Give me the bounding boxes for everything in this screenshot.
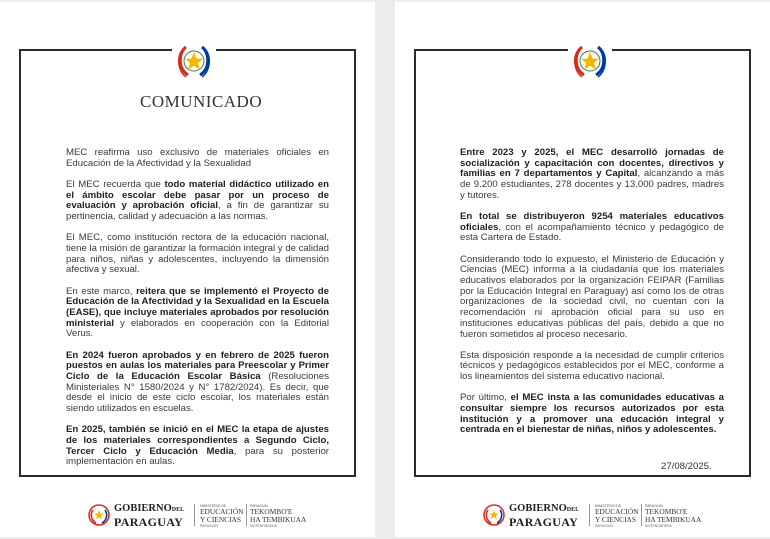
text-run: El MEC recuerda que [66, 178, 165, 190]
paragraph [460, 212, 724, 244]
footer-divider [589, 504, 590, 526]
communique-page-left [0, 2, 375, 537]
text-run: , alcanzando a más de 9.200 estudiantes, 278 docentes y 13.000 padres, madres y tutores. [460, 168, 724, 201]
government-footer [483, 502, 713, 528]
government-seal-icon [483, 504, 505, 526]
paragraph [460, 393, 724, 436]
text-run: Por último, [460, 392, 511, 404]
seal-icon [172, 39, 216, 83]
paragraph [66, 148, 329, 169]
page-title: COMUNICADO [140, 92, 263, 111]
communique-body-right [460, 148, 724, 447]
tekomboe-logo: PARAGUÁI TEKOMBO'E HA TEMBIKUAA MOTENONDEHA [645, 504, 702, 528]
bold-text-run: todo material didáctico utilizado en el ámbito escolar debe pasar por un proceso de evaluación y aprobación oficial [66, 178, 329, 212]
bold-text-run: En 2025, también se inició en el MEC la etapa de ajustes de los materiales correspondientes a Segundo Ciclo, Tercer Ciclo y Educación Media [66, 424, 329, 457]
text-run: y elaborados en cooperación con la Editorial Verus. [66, 317, 329, 340]
text-run: , a fin de garantizar su pertinencia, calidad y adecuación a las normas. [66, 200, 329, 223]
paraguay-seal-emblem [568, 39, 612, 83]
ministry-logo: MINISTERIO DE EDUCACIÓN Y CIENCIAS PARAGUAY [200, 504, 244, 528]
seal-icon [568, 39, 612, 83]
text-run: En este marco, [66, 285, 137, 297]
document-date: 27/08/2025. [661, 461, 712, 472]
footer-divider [641, 504, 642, 526]
paraguay-seal-emblem [172, 39, 216, 83]
footer-divider [246, 504, 247, 526]
text-run: Considerando todo lo expuesto, el Ministerio de Educación y Ciencias (MEC) informa a la ciudadanía que los materiales educativos elaborados por la organización FEIPAR (Familias por la Educación Integral en Paraguay) así como los de otras organizaciones de la sociedad civil, no cuentan con la recomendación ni aprobación oficial para su uso en instituciones educativas públicas del país, debido a que no fueron sometidos al proceso necesario. [460, 253, 724, 340]
text-run: Esta disposición responde a la necesidad de cumplir criterios técnicos y pedagógicos establecidos por el MEC, conforme a los lineamientos del sistema educativo nacional. [460, 349, 724, 383]
ministry-logo: MINISTERIO DE EDUCACIÓN Y CIENCIAS PARAGUAY [595, 504, 639, 528]
communique-page-right [395, 2, 770, 537]
communique-body-left [66, 148, 329, 479]
paragraph [66, 425, 329, 468]
text-run: El MEC, como institución rectora de la educación nacional, tiene la misión de garantizar la formación integral y de calidad para niños, niñas y adolescentes, incluyendo la dimensión afectiva y sexual. [66, 232, 329, 276]
bold-text-run: Entre 2023 y 2025, el MEC desarrolló jornadas de socialización y capacitación con docentes, directivos y familias en 7 departamentos y Capital [460, 147, 724, 180]
paragraph [66, 233, 329, 276]
bold-text-run: En total se distribuyeron 9254 materiales educativos oficiales [460, 211, 724, 233]
paragraph [66, 180, 329, 223]
government-footer [88, 502, 318, 528]
bold-text-run: el MEC insta a las comunidades educativas a consultar siempre los recursos autorizados por esta institución y a promover una educación integral y centrada en el bienestar de niñas, niños y adolescentes. [460, 392, 724, 436]
text-run: MEC reafirma uso exclusivo de materiales oficiales en Educación de la Afectividad y la Sexualidad [66, 147, 329, 169]
tekomboe-logo: PARAGUÁI TEKOMBO'E HA TEMBIKUAA MOTENONDEHA [250, 504, 307, 528]
text-run: , con el acompañamiento técnico y pedagógico de esta Cartera de Estado. [460, 221, 724, 244]
government-seal-icon [88, 504, 110, 526]
bold-text-run: En 2024 fueron aprobados y en febrero de 2025 fueron puestos en aulas los materiales para Preescolar y Primer Ciclo de la Educación Escolar Básica [66, 349, 329, 382]
text-run: (Resoluciones Ministeriales N° 1580/2024 y N° 1782/2024). Es decir, que desde el inicio de este ciclo escolar, los materiales están siendo utilizados en escuelas. [66, 370, 329, 415]
paragraph [460, 351, 724, 383]
gobierno-paraguay-logo: GOBIERNODEL PARAGUAY [509, 503, 580, 529]
footer-divider [194, 504, 195, 526]
paragraph [460, 255, 724, 341]
paragraph [460, 148, 724, 202]
paragraph [66, 351, 329, 415]
paragraph [66, 287, 329, 341]
text-run: , para su posterior implementación en aulas. [66, 445, 329, 468]
gobierno-paraguay-logo: GOBIERNODEL PARAGUAY [114, 503, 185, 529]
bold-text-run: reitera que se implementó el Proyecto de Educación de la Afectividad y la Sexualidad en la Escuela (EASE), que incluye materiales aprobados por resolución ministerial [66, 285, 329, 329]
